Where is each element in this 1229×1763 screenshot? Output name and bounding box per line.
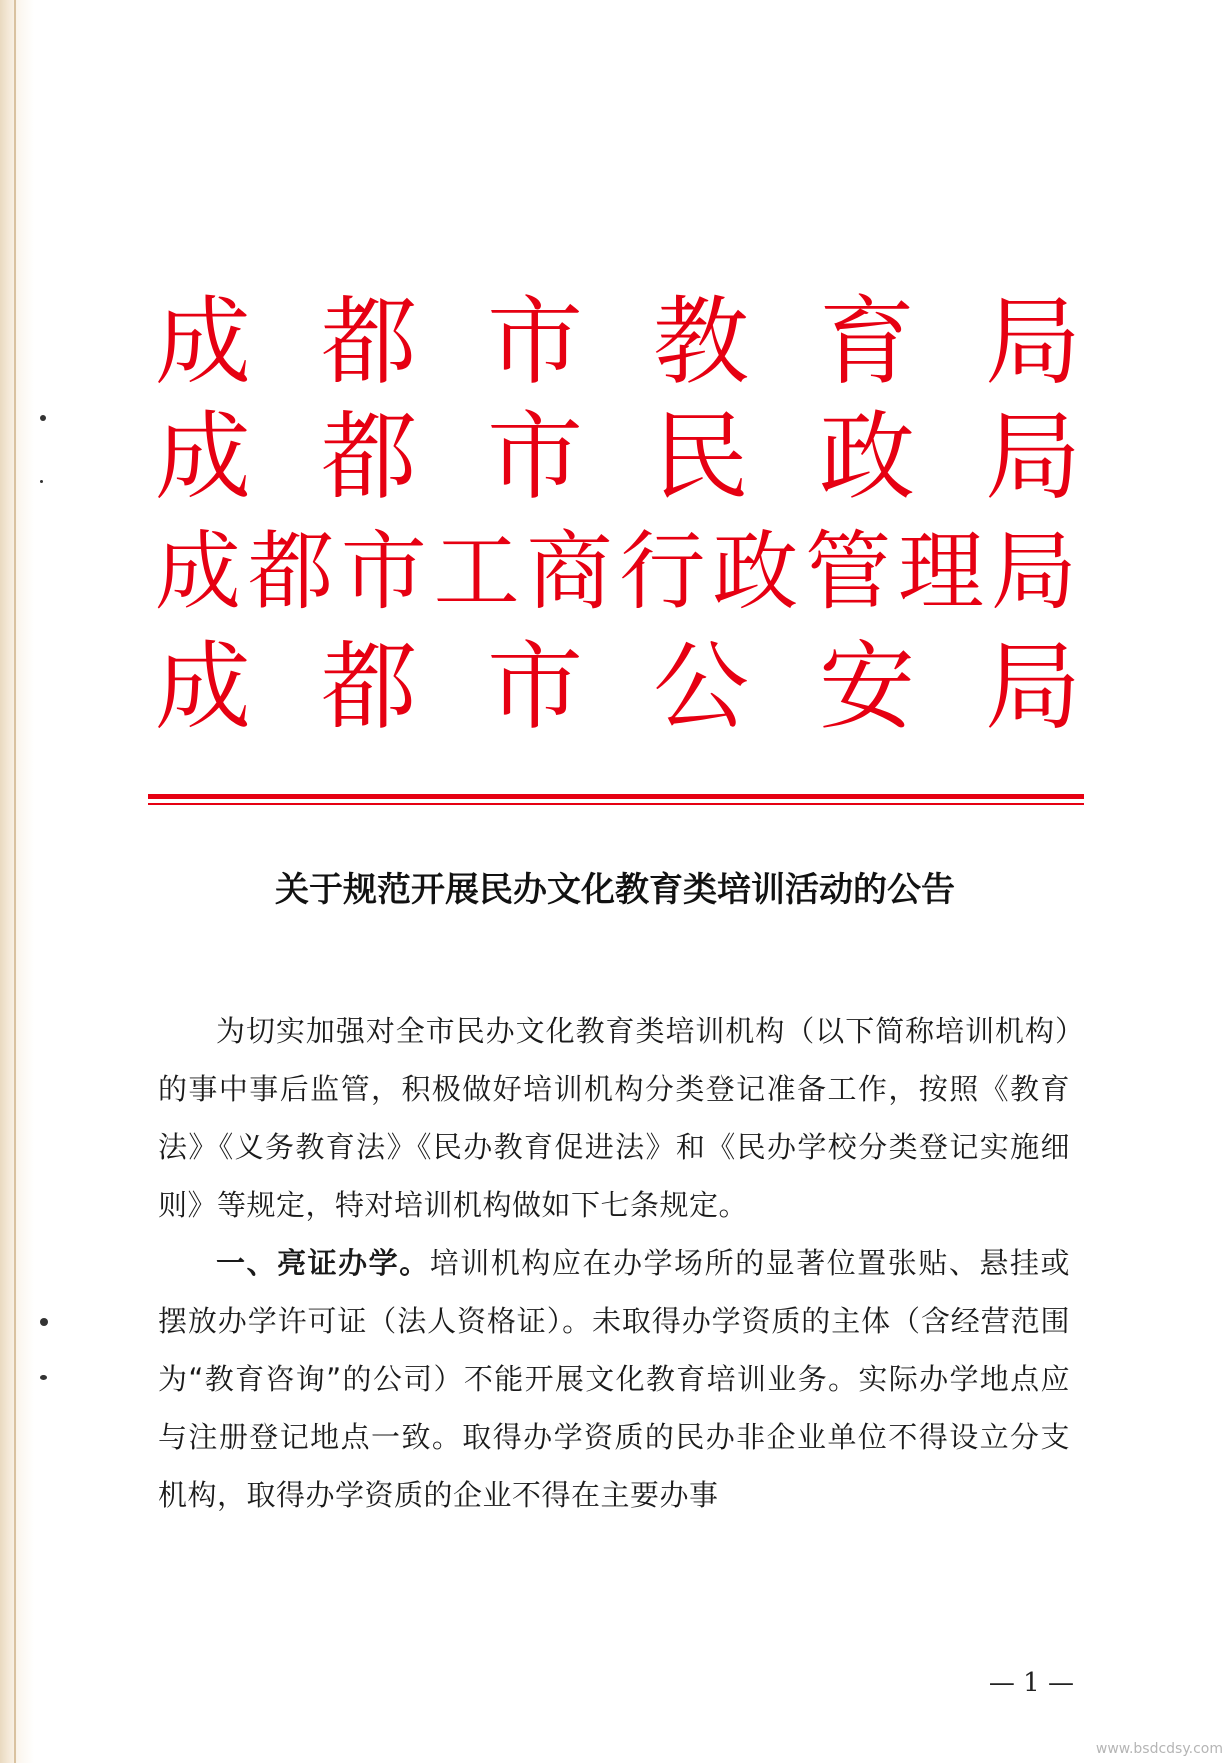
masthead-char: 市: [340, 522, 427, 622]
masthead-char: 局: [985, 631, 1081, 743]
masthead-char: 工: [433, 522, 520, 622]
masthead-row-industry-commerce-bureau: [155, 515, 1075, 630]
intro-paragraph: 为切实加强对全市民办文化教育类培训机构（以下简称培训机构）的事中事后监管，积极做好培训机构分类登记准备工作，按照《教育法》《义务教育法》《民办教育促进法》和《民办学校分类登记实施细则》等规定，特对培训机构做如下七条规定。: [158, 1014, 1070, 1222]
document-title: 关于规范开展民办文化教育类培训活动的公告: [275, 870, 955, 910]
masthead-char: 局: [990, 522, 1077, 622]
scan-binding-line: [14, 0, 16, 1763]
masthead-char: 成: [155, 631, 251, 743]
masthead-char: 市: [487, 286, 583, 398]
scan-speck: [40, 415, 46, 421]
masthead-row-education-bureau: [155, 285, 1081, 400]
masthead-char: 商: [526, 522, 613, 622]
masthead-char: 局: [985, 401, 1081, 513]
masthead-char: 成: [155, 286, 251, 398]
page-number: — 1 —: [988, 1668, 1074, 1698]
rule-one-text: 培训机构应在办学场所的显著位置张贴、悬挂或摆放办学许可证（法人资格证）。未取得办学资质的主体（含经营范围为“教育咨询”的公司）不能开展文化教育培训业务。实际办学地点应与注册登记地点一致。取得办学资质的民办非企业单位不得设立分支机构，取得办学资质的企业不得在主要办事: [158, 1246, 1070, 1512]
masthead-char: 管: [805, 522, 892, 622]
masthead-char: 都: [321, 631, 417, 743]
masthead-char: 都: [321, 286, 417, 398]
masthead-char: 政: [712, 522, 799, 622]
rule-one-heading: 一、亮证办学。: [216, 1246, 430, 1280]
scan-binding-edge: [0, 0, 34, 1763]
red-masthead: [155, 285, 1081, 745]
masthead-char: 局: [985, 286, 1081, 398]
masthead-row-public-security-bureau: [155, 630, 1081, 745]
masthead-char: 成: [155, 522, 241, 622]
masthead-char: 育: [819, 286, 915, 398]
masthead-char: 市: [487, 631, 583, 743]
masthead-char: 都: [321, 401, 417, 513]
rule-one-paragraph: [158, 1234, 1070, 1524]
scan-speck: [40, 1375, 47, 1380]
scan-speck: [40, 1318, 48, 1326]
masthead-char: 教: [653, 286, 749, 398]
scan-speck: [40, 480, 43, 483]
masthead-char: 公: [653, 631, 749, 743]
masthead-char: 都: [247, 522, 334, 622]
masthead-char: 理: [898, 522, 984, 622]
masthead-row-civil-affairs-bureau: [155, 400, 1081, 515]
masthead-char: 政: [819, 401, 915, 513]
masthead-char: 行: [619, 522, 706, 622]
masthead-char: 安: [819, 631, 915, 743]
masthead-char: 成: [155, 401, 251, 513]
site-watermark: www.bsdcdsy.com: [1095, 1741, 1223, 1757]
red-separator-rule: [148, 794, 1084, 799]
document-body: [158, 1002, 1070, 1524]
red-separator-rule-thin: [148, 803, 1084, 805]
masthead-char: 民: [653, 401, 749, 513]
masthead-char: 市: [487, 401, 583, 513]
